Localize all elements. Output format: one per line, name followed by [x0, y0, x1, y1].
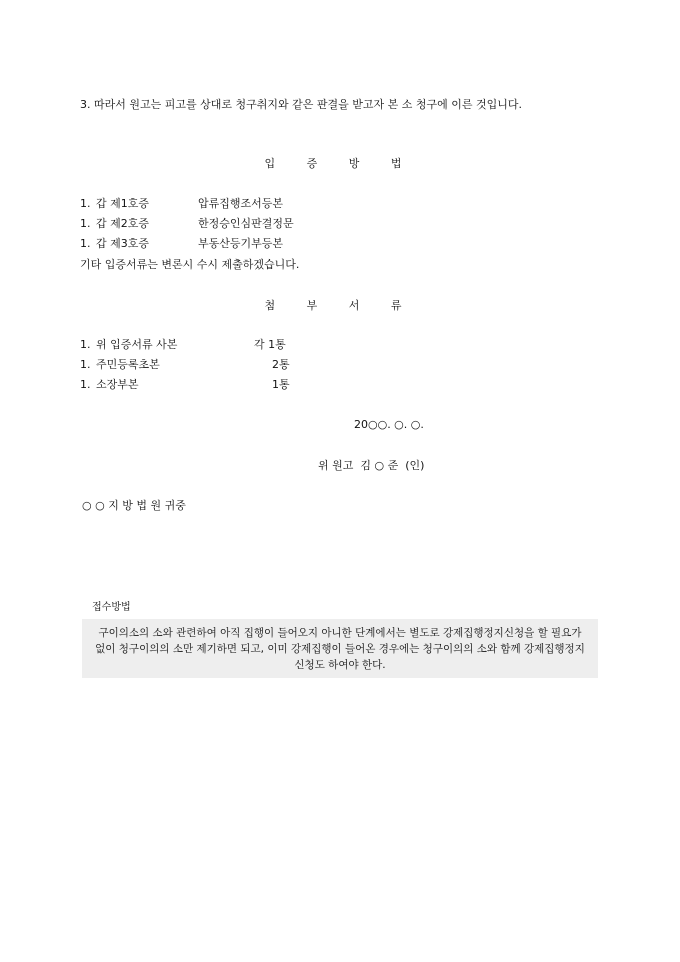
- attachment-count: 1통: [272, 378, 290, 391]
- paragraph-3: [80, 94, 600, 116]
- court-addressee: ○ ○ 지 방 법 원 귀중: [82, 499, 186, 512]
- attachment-label: 소장부본: [96, 378, 139, 391]
- notice-box: [82, 619, 598, 678]
- document-date: 20○○. ○. ○.: [354, 418, 424, 431]
- attachment-label: 위 입증서류 사본: [96, 338, 178, 351]
- attachments-heading: 첨 부 서 류: [264, 299, 416, 312]
- paragraph-text: 따라서 원고는 피고를 상대로 청구취지와 같은 판결을 받고자 본 소 청구에 이른 것입니다.: [94, 98, 522, 111]
- item-bullet: 1.: [80, 378, 91, 391]
- evidence-label: 갑 제1호증: [96, 197, 149, 210]
- evidence-label: 갑 제2호증: [96, 217, 149, 230]
- evidence-heading: 입 증 방 법: [264, 157, 416, 170]
- plaintiff-signature: 위 원고 김 ○ 준 (인): [318, 459, 425, 472]
- notice-text: 구이의소의 소와 관련하여 아직 집행이 들어오지 아니한 단계에서는 별도로 강제집행정지신청을 할 필요가 없이 청구이의의 소만 제기하면 되고, 이미 강제집행이 들어온 경우에는 청구이의의 소와 함께 강제집행정지신청도 하여야 한다.: [95, 627, 585, 671]
- evidence-label: 갑 제3호증: [96, 237, 149, 250]
- evidence-note-text: 기타 입증서류는 변론시 수시 제출하겠습니다.: [80, 258, 300, 271]
- evidence-value: 압류집행조서등본: [198, 197, 284, 210]
- item-bullet: 1.: [80, 217, 91, 230]
- item-bullet: 1.: [80, 338, 91, 351]
- attachment-count: 각 1통: [254, 338, 286, 351]
- item-bullet: 1.: [80, 237, 91, 250]
- item-bullet: 1.: [80, 197, 91, 210]
- evidence-value: 한정승인심판결정문: [198, 217, 294, 230]
- item-bullet: 1.: [80, 358, 91, 371]
- paragraph-number: 3.: [80, 98, 91, 111]
- evidence-value: 부동산등기부등본: [198, 237, 284, 250]
- attachment-count: 2통: [272, 358, 290, 371]
- attachment-label: 주민등록초본: [96, 358, 160, 371]
- notice-label: 접수방법: [92, 602, 131, 613]
